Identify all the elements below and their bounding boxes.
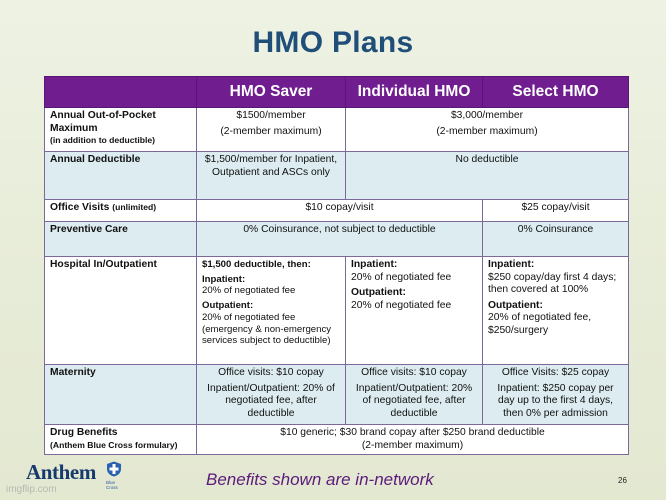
cell-hospital-individual <box>346 257 483 365</box>
page-title: HMO Plans <box>252 26 414 59</box>
table-row-drug-benefits <box>45 425 629 455</box>
cell-text: Outpatient: <box>202 300 254 312</box>
cell-text: (2-member maximum) <box>220 125 322 137</box>
row-label-maternity <box>45 365 197 425</box>
row-label-office-visits <box>45 200 197 222</box>
row-label-text: Annual Deductible <box>50 154 141 165</box>
cell-text: 20% of negotiated fee <box>202 285 296 297</box>
column-header-select-hmo: Select HMO <box>483 77 629 108</box>
watermark: imgflip.com <box>6 484 57 495</box>
row-label-deductible <box>45 152 197 200</box>
cell-text: Inpatient/Outpatient: 20% of negotiated fee, after deductible <box>355 382 473 419</box>
footer-note: Benefits shown are in-network <box>206 470 434 489</box>
cell-text: $3,000/member <box>450 110 524 121</box>
table-header-row <box>45 77 629 108</box>
cell-preventive-saver-individual: 0% Coinsurance, not subject to deductible <box>197 222 483 257</box>
cell-oop-saver <box>197 108 346 152</box>
cell-text: $10 generic; $30 brand copay after $250 brand deductible <box>280 427 545 438</box>
cell-office-select: $25 copay/visit <box>483 200 629 222</box>
cell-deductible-saver: $1,500/member for Inpatient, Outpatient and ASCs only <box>197 152 346 200</box>
cell-oop-individual-select <box>346 108 629 152</box>
cell-text: $250 copay/day first 4 days; then covered at 100% <box>488 271 617 296</box>
cell-text: $1500/member <box>236 110 306 121</box>
cell-text: Inpatient: <box>488 259 535 270</box>
cell-text: Inpatient: <box>202 273 246 285</box>
row-label-text: Drug Benefits <box>50 427 118 438</box>
cell-maternity-individual <box>346 365 483 425</box>
cell-text: Outpatient: <box>488 299 543 311</box>
cell-maternity-select <box>483 365 629 425</box>
cell-text: Inpatient: <box>351 259 398 270</box>
page-number: 26 <box>618 476 627 485</box>
table-row-office-visits <box>45 200 629 222</box>
cell-text: 20% of negotiated fee, $250/surgery <box>488 312 592 336</box>
cell-text: Office visits: $10 copay <box>218 367 324 378</box>
cell-text: 20% of negotiated fee <box>351 299 452 311</box>
blue-cross-shield-icon <box>106 461 122 477</box>
table-row-oop <box>45 108 629 152</box>
table-row-hospital <box>45 257 629 365</box>
row-label-subtext: (in addition to deductible) <box>50 135 156 146</box>
row-label-text: Office Visits <box>50 202 110 213</box>
table-row-maternity <box>45 365 629 425</box>
cell-hospital-select <box>483 257 629 365</box>
header-corner-cell <box>45 77 197 108</box>
cell-hospital-saver <box>197 257 346 365</box>
cell-text: 20% of negotiated fee <box>351 271 452 283</box>
column-header-individual-hmo: Individual HMO <box>346 77 483 108</box>
cell-text: Inpatient/Outpatient: 20% of negotiated fee, after deductible <box>207 382 335 419</box>
cell-text: $1,500 deductible, then: <box>202 259 311 270</box>
cell-text: Outpatient: <box>351 287 406 299</box>
row-label-text: Annual Out-of-Pocket Maximum <box>50 110 156 134</box>
row-label-text: Maternity <box>50 367 96 378</box>
row-label-text: Preventive Care <box>50 224 128 235</box>
table-row-deductible <box>45 152 629 200</box>
row-label-subtext: (Anthem Blue Cross formulary) <box>50 439 178 450</box>
cell-text: Office Visits: $25 copay <box>501 367 610 378</box>
row-label-hospital <box>45 257 197 365</box>
table-row-preventive <box>45 222 629 257</box>
cell-deductible-individual-select: No deductible <box>346 152 629 200</box>
row-label-text: Hospital In/Outpatient <box>50 259 157 270</box>
logo-subtext: Blue Cross <box>106 480 118 490</box>
hmo-plans-table <box>44 76 629 455</box>
cell-text: 20% of negotiated fee (emergency & non-emergency services subject to deductible) <box>202 311 332 347</box>
column-header-hmo-saver: HMO Saver <box>197 77 346 108</box>
row-label-subtext: (unlimited) <box>112 202 157 212</box>
cell-office-saver-individual: $10 copay/visit <box>197 200 483 222</box>
cell-preventive-select: 0% Coinsurance <box>483 222 629 257</box>
cell-maternity-saver <box>197 365 346 425</box>
cell-drug-all-plans <box>197 425 629 455</box>
row-label-preventive <box>45 222 197 257</box>
cell-text: Inpatient: $250 copay per day up to the first 4 days, then 0% per admission <box>497 382 614 419</box>
logo-wordmark: Anthem <box>26 460 96 484</box>
row-label-oop <box>45 108 197 152</box>
cell-text: Office visits: $10 copay <box>361 367 467 378</box>
cell-text: (2-member maximum) <box>361 439 464 451</box>
row-label-drug-benefits <box>45 425 197 455</box>
cell-text: (2-member maximum) <box>436 125 538 137</box>
